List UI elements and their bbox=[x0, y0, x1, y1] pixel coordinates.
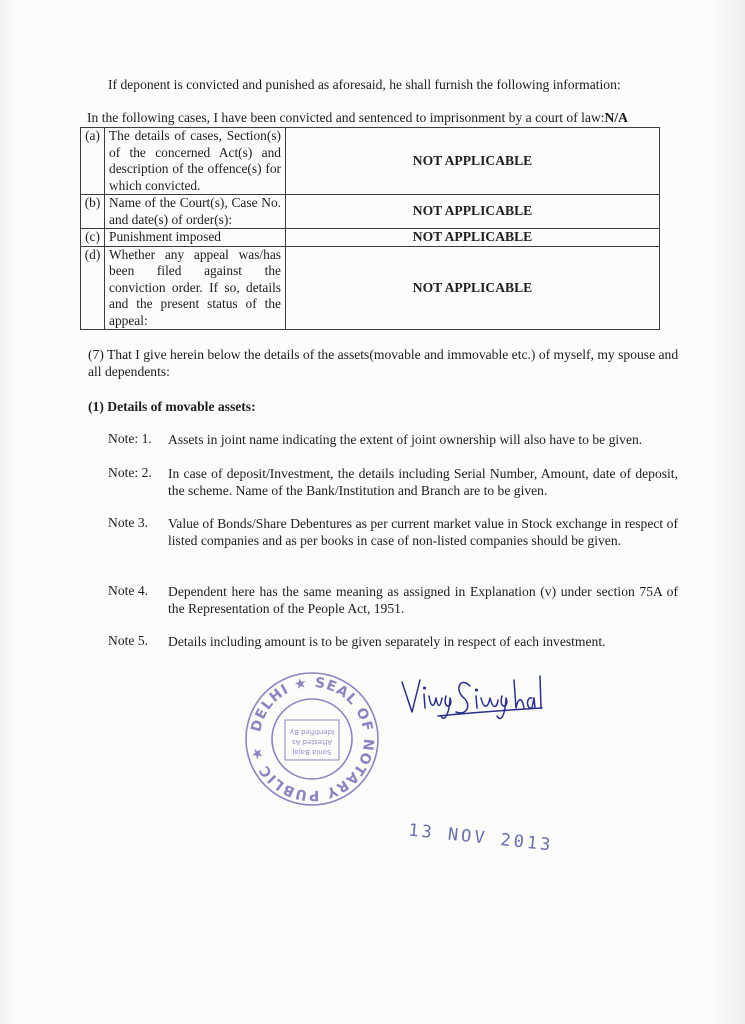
notary-seal bbox=[243, 670, 381, 808]
signature bbox=[398, 668, 548, 724]
row-label: (b) bbox=[81, 195, 105, 229]
table-row bbox=[81, 195, 660, 229]
paragraph-number: (7) bbox=[88, 347, 104, 362]
note-label: Note: 2. bbox=[108, 465, 152, 480]
note-label: Note 3. bbox=[108, 515, 149, 530]
note-label: Note 4. bbox=[108, 583, 149, 598]
row-label: (d) bbox=[81, 246, 105, 330]
note-label: Note: 1. bbox=[108, 431, 152, 446]
table-row bbox=[81, 246, 660, 330]
note-label: Note 5. bbox=[108, 633, 149, 648]
intro-text: If deponent is convicted and punished as aforesaid, he shall furnish the following information: bbox=[108, 77, 621, 92]
row-label: (a) bbox=[81, 128, 105, 195]
note-text: In case of deposit/Investment, the details including Serial Number, Amount, date of deposit, the scheme. Name of the Bank/Institution and Branch are to be given. bbox=[168, 466, 678, 498]
paragraph-7 bbox=[88, 346, 680, 380]
table-row bbox=[81, 229, 660, 247]
row-description: Name of the Court(s), Case No. and date(s) of order(s): bbox=[105, 195, 286, 229]
row-value: NOT APPLICABLE bbox=[286, 229, 660, 247]
row-value: NOT APPLICABLE bbox=[286, 128, 660, 195]
row-description: The details of cases, Section(s) of the concerned Act(s) and description of the offence(s) for which convicted. bbox=[105, 128, 286, 195]
row-value: NOT APPLICABLE bbox=[286, 246, 660, 330]
note-text: Details including amount is to be given separately in respect of each investment. bbox=[168, 634, 606, 649]
row-value: NOT APPLICABLE bbox=[286, 195, 660, 229]
svg-text:DELHI ★ SEAL OF NOTARY PUBLIC: DELHI ★ SEAL OF NOTARY PUBLIC ★ bbox=[248, 674, 377, 804]
conviction-statement-text: In the following cases, I have been convicted and sentenced to imprisonment by a court of law: bbox=[87, 110, 605, 125]
note-text: Dependent here has the same meaning as assigned in Explanation (v) under section 75A of the Representation of the People Act, 1951. bbox=[168, 584, 678, 616]
conviction-answer: N/A bbox=[604, 110, 628, 125]
svg-text:Identified By: Identified By bbox=[289, 728, 335, 736]
row-label: (c) bbox=[81, 229, 105, 247]
svg-text:Sonia Bajaj: Sonia Bajaj bbox=[292, 748, 332, 756]
conviction-table bbox=[80, 127, 660, 330]
paragraph-text: That I give herein below the details of the assets(movable and immovable etc.) of myself, my spouse and all dependents: bbox=[88, 347, 679, 379]
row-description: Whether any appeal was/has been filed against the conviction order. If so, details and the present status of the appeal: bbox=[105, 246, 286, 330]
section-heading: (1) Details of movable assets: bbox=[88, 399, 256, 414]
date-stamp: 13 NOV 2013 bbox=[407, 820, 555, 856]
note-text: Assets in joint name indicating the extent of joint ownership will also have to be given. bbox=[168, 432, 643, 447]
table-row bbox=[81, 128, 660, 195]
row-description: Punishment imposed bbox=[105, 229, 286, 247]
conviction-statement bbox=[87, 110, 628, 126]
svg-text:Attested As: Attested As bbox=[291, 738, 333, 746]
note-text: Value of Bonds/Share Debentures as per current market value in Stock exchange in respect of listed companies and as per books in case of non-listed companies should be given. bbox=[168, 516, 678, 548]
